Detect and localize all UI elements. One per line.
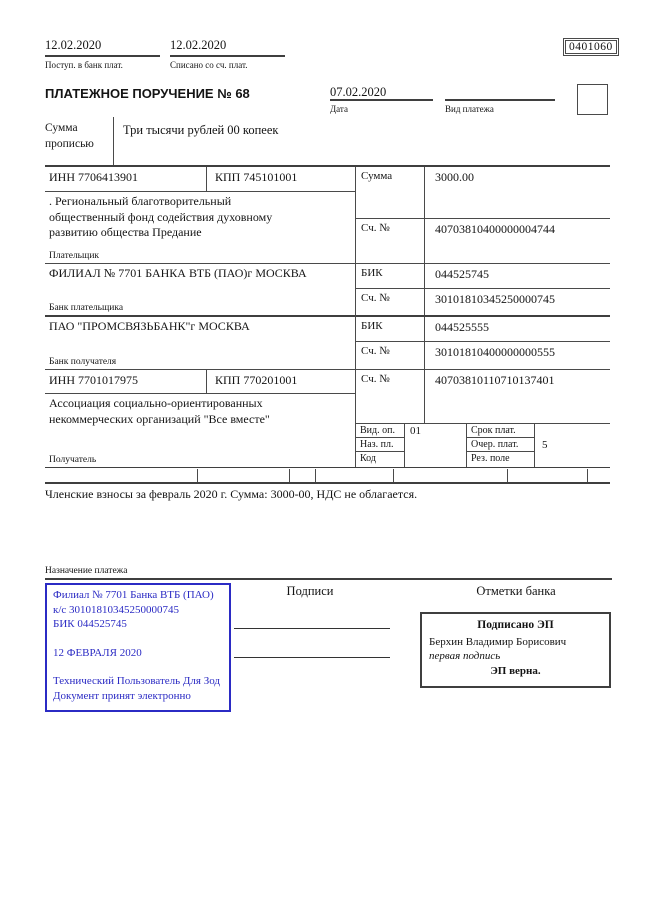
document-date-field — [330, 85, 433, 114]
empty-cell — [508, 469, 588, 482]
res-field-label: Рез. поле — [467, 452, 535, 467]
payer-bank-name: ФИЛИАЛ № 7701 БАНКА ВТБ (ПАО)г МОСКВА — [49, 266, 307, 280]
amount-in-words-value: Три тысячи рублей 00 копеек — [123, 123, 279, 137]
sum-value: 3000.00 — [435, 170, 474, 184]
received-date-value: 12.02.2020 — [45, 38, 160, 57]
payee-bank-section — [45, 317, 355, 370]
payer-inn-kpp-row — [45, 167, 355, 192]
payee-section — [45, 394, 355, 467]
payee-kpp: КПП 770201001 — [215, 373, 298, 387]
pay-order-value: 5 — [542, 439, 548, 451]
stamp-user: Технический Пользователь Для Зод — [53, 675, 221, 688]
esign-box — [420, 612, 611, 688]
payer-bank-account-row — [356, 289, 610, 317]
payer-bank-account-value: 30101810345250000745 — [435, 292, 555, 306]
sum-label: Сумма — [356, 167, 425, 218]
payee-label: Получатель — [49, 455, 97, 465]
code-label: Код — [356, 452, 405, 467]
operation-grid-labels-right — [467, 424, 535, 467]
signature-line-1 — [234, 628, 390, 629]
pay-term-label: Срок плат. — [467, 424, 535, 438]
payer-bank-bik-value: 044525745 — [435, 267, 489, 281]
payee-bank-account-label: Сч. № — [356, 342, 425, 369]
divider — [45, 578, 612, 580]
empty-cell — [394, 469, 508, 482]
payer-kpp: КПП 745101001 — [215, 170, 298, 184]
empty-cell — [290, 469, 316, 482]
payee-inn: ИНН 7701017975 — [45, 370, 207, 393]
payer-name: . Региональный благотворительный общественный фонд содействия духовному развитию общества Предание — [49, 194, 273, 240]
payer-account-label: Сч. № — [356, 219, 425, 263]
op-type-value: 01 — [405, 424, 467, 467]
divider — [113, 117, 114, 165]
payer-bank-label: Банк плательщика — [49, 303, 124, 313]
signatures-header: Подписи — [286, 584, 334, 598]
empty-cell — [588, 469, 610, 482]
empty-cell — [198, 469, 290, 482]
esign-verified-note: ЭП верна. — [490, 665, 541, 678]
bank-marks-header: Отметки банка — [476, 584, 556, 598]
esign-title: Подписано ЭП — [477, 619, 554, 631]
payer-inn: ИНН 7706413901 — [45, 167, 207, 191]
payee-bank-label: Банк получателя — [49, 357, 117, 367]
budget-fields-row — [45, 469, 610, 484]
payer-bank-bik-row — [356, 264, 610, 289]
payee-bank-bik-label: БИК — [356, 317, 425, 341]
esign-signature-type: первая подпись — [429, 650, 501, 663]
pay-order-label: Очер. плат. — [467, 438, 535, 452]
payment-details-table — [45, 165, 610, 468]
document-date-value: 07.02.2020 — [330, 85, 433, 101]
signature-line-2 — [234, 657, 390, 658]
form-code-box: 0401060 — [563, 38, 619, 56]
empty-cell — [316, 469, 394, 482]
payee-inn-kpp-row — [45, 370, 355, 394]
payer-account-row — [356, 219, 610, 264]
payee-bank-name: ПАО "ПРОМСВЯЗЬБАНК"г МОСКВА — [49, 319, 250, 333]
payee-bank-bik-value: 044525555 — [435, 320, 489, 334]
stamp-corr-account: к/с 30101810345250000745 — [53, 603, 180, 616]
stamp-bik: БИК 044525745 — [53, 618, 127, 631]
page-title: ПЛАТЕЖНОЕ ПОРУЧЕНИЕ № 68 — [45, 86, 250, 101]
table-left-column — [45, 167, 356, 467]
debited-date-label: Списано со сч. плат. — [170, 60, 248, 70]
amount-in-words-label: Сумма прописью — [45, 122, 94, 150]
payer-bank-section — [45, 264, 355, 317]
payment-type-label: Вид платежа — [445, 104, 494, 114]
payer-bank-bik-label: БИК — [356, 264, 425, 288]
sum-row — [356, 167, 610, 219]
table-right-column — [356, 167, 610, 467]
stamp-bank-name: Филиал № 7701 Банка ВТБ (ПАО) — [53, 589, 214, 601]
debited-date-field — [170, 38, 285, 70]
payee-name: Ассоциация социально-ориентированных некоммерческих организаций "Все вместе" — [49, 396, 270, 426]
received-date-label: Поступ. в банк плат. — [45, 60, 123, 70]
debited-date-value: 12.02.2020 — [170, 38, 285, 57]
operation-grid-labels-left — [356, 424, 405, 467]
stamp-date: 12 ФЕВРАЛЯ 2020 — [53, 646, 142, 659]
payee-account-row — [356, 370, 610, 424]
payer-label: Плательщик — [49, 251, 100, 261]
stamp-accepted-note: Документ принят электронно — [53, 689, 191, 702]
pay-purpose-label: Наз. пл. — [356, 438, 405, 452]
payee-bank-account-row — [356, 342, 610, 370]
payment-purpose-text: Членские взносы за февраль 2020 г. Сумма: 3000-00, НДС не облагается. — [45, 487, 418, 501]
payee-account-value: 40703810110710137401 — [435, 373, 555, 387]
status-box — [577, 84, 608, 115]
empty-cell — [45, 469, 198, 482]
payment-purpose-label: Назначение платежа — [45, 566, 128, 576]
received-date-field — [45, 38, 160, 70]
op-type-label: Вид. оп. — [356, 424, 405, 438]
esign-signer-name: Берхин Владимир Борисович — [429, 635, 567, 648]
payment-type-value — [445, 85, 555, 101]
payer-section — [45, 192, 355, 264]
payee-bank-bik-row — [356, 317, 610, 342]
payee-bank-account-value: 30101810400000000555 — [435, 345, 555, 359]
document-date-label: Дата — [330, 104, 348, 114]
payment-type-field — [445, 85, 555, 114]
payee-account-label: Сч. № — [356, 370, 425, 423]
bank-stamp — [45, 583, 231, 712]
operation-grid — [356, 424, 610, 467]
payer-bank-account-label: Сч. № — [356, 289, 425, 315]
payer-account-value: 40703810400000004744 — [435, 222, 555, 236]
